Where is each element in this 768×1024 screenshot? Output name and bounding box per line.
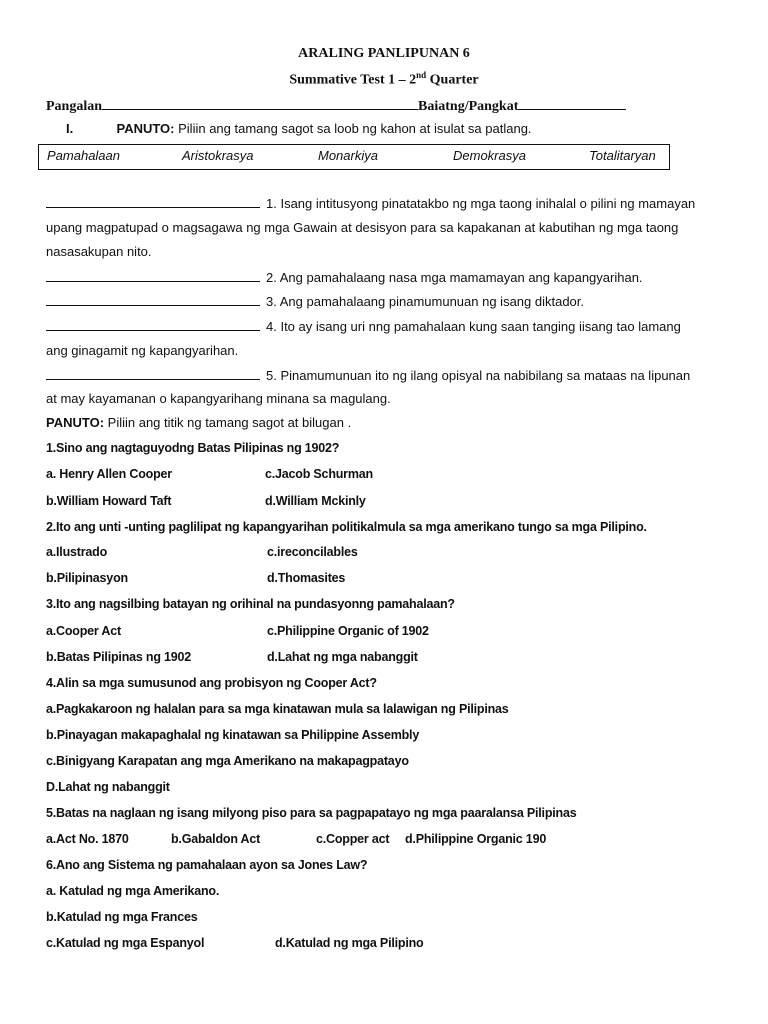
q6-option-c[interactable]: c.Katulad ng mga Espanyol [46,936,205,950]
subtitle-text: Summative Test 1 – 2 [289,72,417,88]
answer-blank-1[interactable] [46,195,260,208]
q4-option-a[interactable]: a.Pagkakaroon ng halalan para sa mga kinatawan mula sa lalawigan ng Pilipinas [46,702,509,716]
subtitle-superscript: nd [416,70,427,80]
choice-totalitaryan: Totalitaryan [589,148,656,163]
item-5-text: 5. Pinamumunuan ito ng ilang opisyal na nabibilang sa mataas na lipunan [266,368,691,383]
part1-item-2 [46,269,643,285]
q1-option-d[interactable]: d.William Mckinly [265,494,366,508]
item-2-text: 2. Ang pamahalaang nasa mga mamamayan ang kapangyarihan. [266,270,643,285]
answer-blank-2[interactable] [46,269,260,282]
question-4: 4.Alin sa mga sumusunod ang probisyon ng Cooper Act? [46,676,377,690]
item-4-continuation: ang ginagamit ng kapangyarihan. [46,343,239,358]
question-6: 6.Ano ang Sistema ng pamahalaan ayon sa Jones Law? [46,858,368,872]
page-title: ARALING PANLIPUNAN 6 [298,46,470,61]
answer-blank-5[interactable] [46,367,260,380]
part2-instruction [46,415,351,430]
item-3-text: 3. Ang pamahalaang pinamumunuan ng isang diktador. [266,294,585,309]
q5-option-c[interactable]: c.Copper act [316,832,390,846]
q2-option-d[interactable]: d.Thomasites [267,571,346,585]
page-subtitle [0,70,768,89]
section-label: Baiatng/Pangkat [418,99,519,114]
q6-option-d[interactable]: d.Katulad ng mga Pilipino [275,936,424,950]
part1-numeral: I. [66,121,74,136]
q3-option-b[interactable]: b.Batas Pilipinas ng 1902 [46,650,192,664]
question-5: 5.Batas na naglaan ng isang milyong piso para sa pagpapatayo ng mga paaralansa Pilipinas [46,806,577,820]
item-5-continuation: at may kayamanan o kapangyarihang minana sa magulang. [46,391,391,406]
choice-aristokrasya: Aristokrasya [182,148,254,163]
question-2: 2.Ito ang unti -unting paglilipat ng kapangyarihan politikalmula sa mga amerikano tungo sa mga Pilipino. [46,520,647,534]
item-4-text: 4. Ito ay isang uri nng pamahalaan kung saan tanging iisang tao lamang [266,319,681,334]
q2-option-c[interactable]: c.ireconcilables [267,545,358,559]
q4-option-d[interactable]: D.Lahat ng nabanggit [46,780,170,794]
answer-blank-4[interactable] [46,318,260,331]
q1-option-b[interactable]: b.William Howard Taft [46,494,172,508]
question-1: 1.Sino ang nagtaguyodng Batas Pilipinas ng 1902? [46,441,340,455]
word-choice-box [38,144,670,170]
part2-panuto-text: Piliin ang titik ng tamang sagot at bilugan . [104,415,352,430]
q3-option-c[interactable]: c.Philippine Organic of 1902 [267,624,429,638]
q5-option-b[interactable]: b.Gabaldon Act [171,832,261,846]
part1-item-3 [46,293,584,309]
part1-item-4 [46,318,681,334]
item-1-continuation-2: nasasakupan nito. [46,244,152,259]
choice-demokrasya: Demokrasya [453,148,526,163]
part1-panuto-text: Piliin ang tamang sagot sa loob ng kahon at isulat sa patlang. [174,121,532,136]
q6-option-b[interactable]: b.Katulad ng mga Frances [46,910,198,924]
subtitle-quarter: Quarter [426,72,479,88]
part1-item-1 [46,195,695,211]
part2-panuto-label: PANUTO: [46,415,105,430]
choice-pamahalaan: Pamahalaan [47,148,120,163]
choice-monarkiya: Monarkiya [318,148,378,163]
q5-option-d[interactable]: d.Philippine Organic 190 [405,832,547,846]
q1-option-a[interactable]: a. Henry Allen Cooper [46,467,172,481]
q1-option-c[interactable]: c.Jacob Schurman [265,467,373,481]
item-1-text: 1. Isang intitusyong pinatatakbo ng mga taong inihalal o pilini ng mamayan [266,196,696,211]
q3-option-d[interactable]: d.Lahat ng mga nabanggit [267,650,418,664]
q3-option-a[interactable]: a.Cooper Act [46,624,121,638]
q4-option-b[interactable]: b.Pinayagan makapaghalal ng kinatawan sa Philippine Assembly [46,728,420,742]
name-label: Pangalan [46,99,103,114]
q6-option-a[interactable]: a. Katulad ng mga Amerikano. [46,884,220,898]
part1-instruction [66,121,532,136]
answer-blank-3[interactable] [46,293,260,306]
part1-item-5 [46,367,690,383]
q2-option-a[interactable]: a.Ilustrado [46,545,108,559]
q4-option-c[interactable]: c.Binigyang Karapatan ang mga Amerikano na makapagpatayo [46,754,409,768]
q5-option-a[interactable]: a.Act No. 1870 [46,832,129,846]
part1-panuto-label: PANUTO: [116,121,175,136]
item-1-continuation: upang magpatupad o magsagawa ng mga Gawain at desisyon para sa kapakanan at kabutihan ng mga taong [46,220,679,235]
name-blank[interactable] [102,96,418,110]
q2-option-b[interactable]: b.Pilipinasyon [46,571,128,585]
section-blank[interactable] [518,96,626,110]
question-3: 3.Ito ang nagsilbing batayan ng orihinal na pundasyonng pamahalaan? [46,597,455,611]
name-section-line [46,96,626,115]
